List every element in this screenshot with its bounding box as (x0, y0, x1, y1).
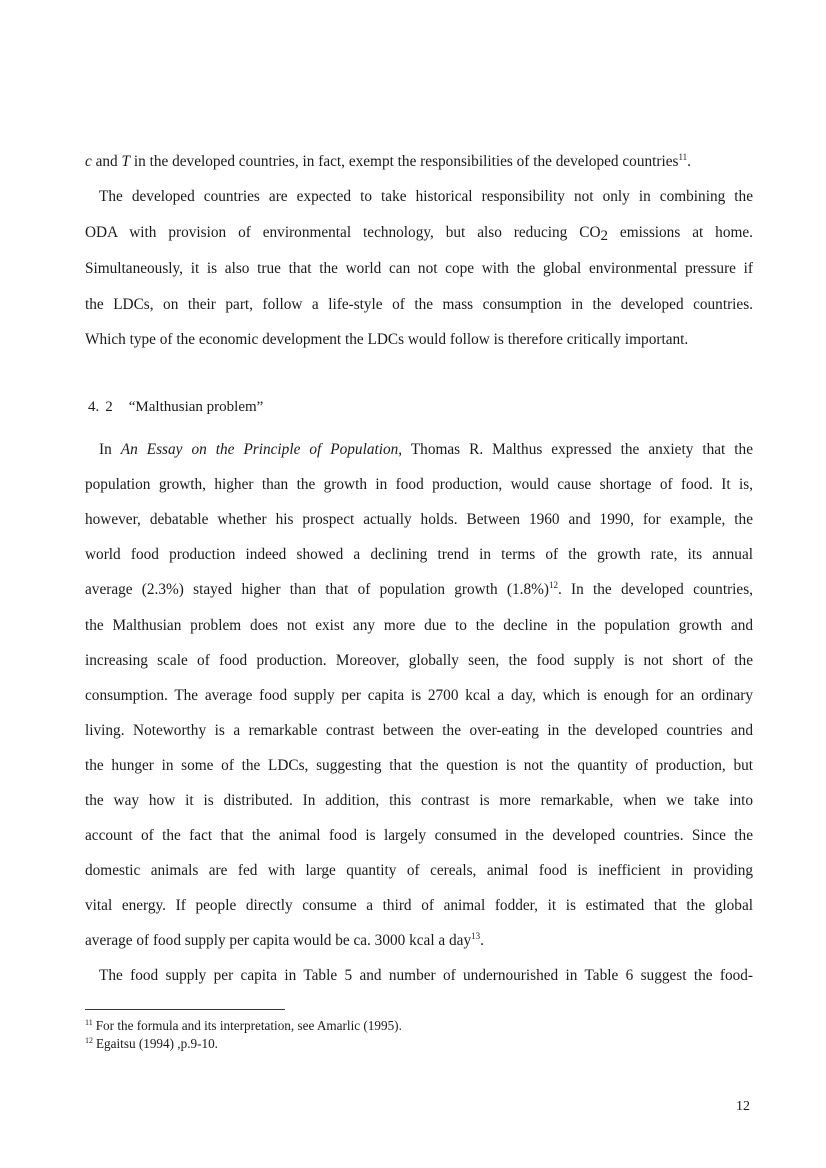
body-line: the hunger in some of the LDCs, suggesting that the question is not the quantity of production, but (85, 757, 753, 774)
variable-c: c (85, 153, 92, 170)
variable-t: T (121, 153, 131, 170)
section-title: “Malthusian problem” (128, 399, 264, 415)
body-line: The food supply per capita in Table 5 and number of undernourished in Table 6 suggest the food- (99, 967, 753, 984)
footnote-divider (85, 1009, 285, 1010)
co2-subscript: 2 (600, 228, 608, 244)
footnote-12: $^{12}$ Egaitsu (1994) ,p.9-10. (85, 1036, 218, 1051)
body-line: Which type of the economic development the LDCs would follow is therefore critically important. (85, 331, 689, 348)
body-line: the LDCs, on their part, follow a life-style of the mass consumption in the developed countries. (85, 296, 753, 313)
body-line: however, debatable whether his prospect actually holds. Between 1960 and 1990, for example, the (85, 511, 753, 528)
body-line: world food production indeed showed a declining trend in terms of the growth rate, its annual (85, 546, 753, 563)
page-number: 12 (736, 1099, 750, 1114)
body-line: average (2.3%) stayed higher than that of population growth $(1.8\%)^{12}$. In the developed countries, (85, 580, 753, 598)
footnote-11: $^{11}$ For the formula and its interpretation, see Amarlic (1995). (85, 1018, 402, 1033)
body-line: c and T in the developed countries, in fact, exempt the responsibilities of the developed countries$^{11}$. (85, 152, 691, 170)
body-line: living. Noteworthy is a remarkable contrast between the over-eating in the developed countries and (85, 722, 753, 739)
body-line: the way how it is distributed. In addition, this contrast is more remarkable, when we take into (85, 792, 753, 809)
body-line: increasing scale of food production. Moreover, globally seen, the food supply is not short of the (85, 652, 753, 669)
body-line: average of food supply per capita would be ca. 3000 kcal a day$^{13}$. (85, 931, 484, 949)
body-line: account of the fact that the animal food is largely consumed in the developed countries. Since the (85, 827, 753, 844)
body-line: the Malthusian problem does not exist any more due to the decline in the population growth and (85, 617, 753, 634)
body-line: In An Essay on the Principle of Population, Thomas R. Malthus expressed the anxiety that the (99, 441, 753, 458)
footnote-ref-12[interactable]: 12 (548, 580, 558, 590)
body-line: Simultaneously, it is also true that the world can not cope with the global environmental pressure if (85, 260, 753, 277)
footnote-ref-11[interactable]: 11 (678, 152, 688, 162)
body-line: vital energy. If people directly consume a third of animal fodder, it is estimated that the global (85, 897, 753, 914)
section-heading (88, 397, 263, 417)
section-number: 4. 2 (88, 399, 113, 415)
body-line: population growth, higher than the growth in food production, would cause shortage of food. It is, (85, 476, 753, 493)
body-line: domestic animals are fed with large quantity of cereals, animal food is inefficient in providing (85, 862, 753, 879)
book-title: An Essay on the Principle of Population (120, 441, 399, 458)
footnote-ref-13[interactable]: 13 (471, 931, 481, 941)
body-line: ODA with provision of environmental technology, but also reducing CO2 emissions at home. (85, 224, 753, 244)
body-line: The developed countries are expected to take historical responsibility not only in combining the (99, 188, 753, 205)
body-line: consumption. The average food supply per capita is 2700 kcal a day, which is enough for an ordinary (85, 687, 753, 704)
